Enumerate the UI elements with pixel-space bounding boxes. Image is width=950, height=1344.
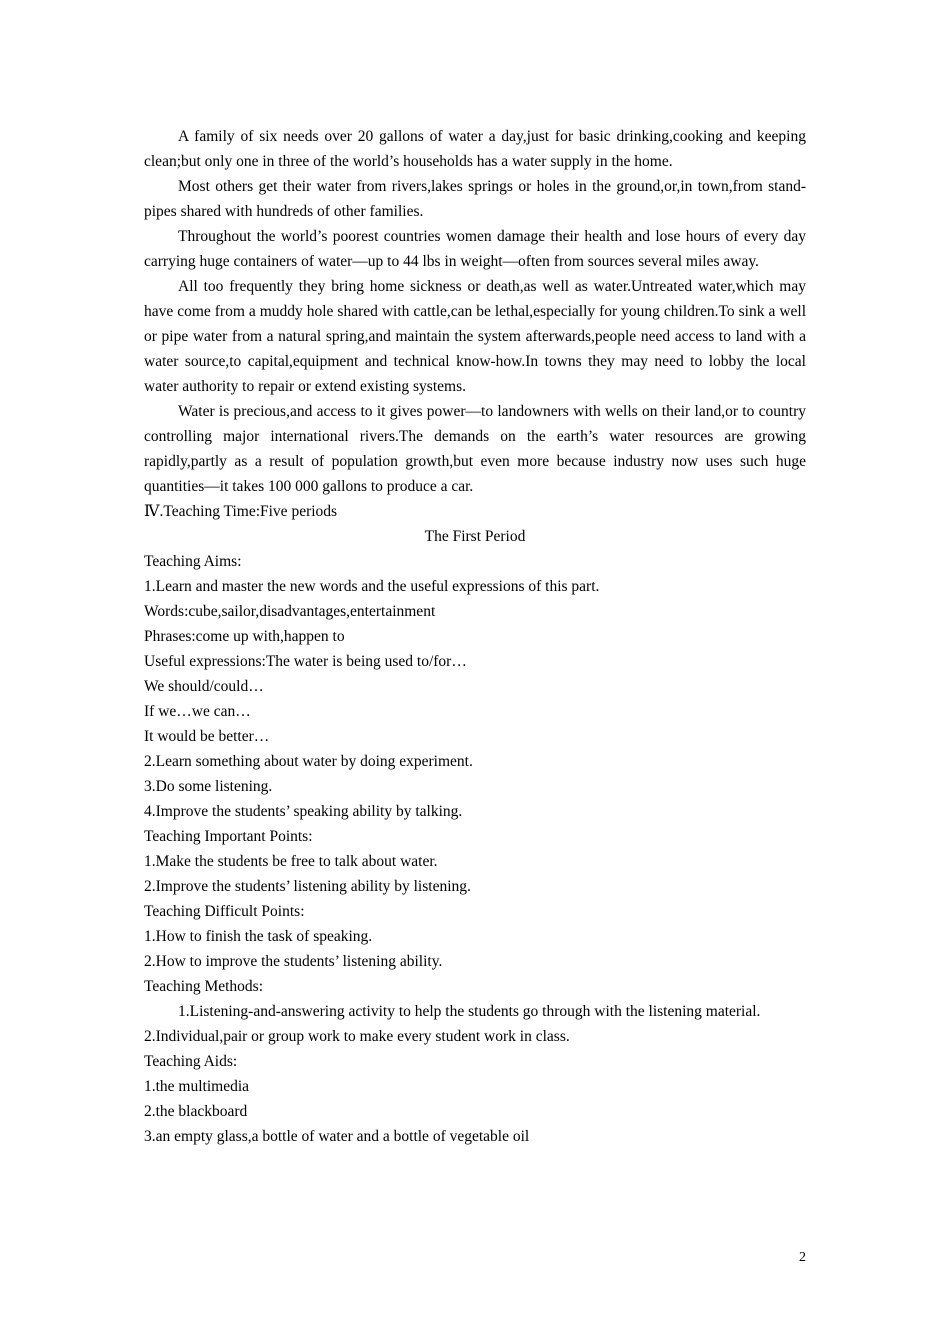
aids-heading: Teaching Aids: — [144, 1053, 238, 1070]
aim-item: It would be better… — [144, 728, 270, 745]
important-point-item: 2.Improve the students’ listening ability by listening. — [144, 878, 471, 895]
aid-item: 2.the blackboard — [144, 1103, 248, 1120]
page-body — [144, 124, 806, 1149]
aim-item: Words:cube,sailor,disadvantages,entertainment — [144, 603, 436, 620]
paragraph-household-water: A family of six needs over 20 gallons of water a day,just for basic drinking,cooking and keeping clean;but only one in three of the world’s households has a water supply in the home. — [144, 128, 806, 170]
difficult-points-heading: Teaching Difficult Points: — [144, 903, 305, 920]
aim-item: Useful expressions:The water is being used to/for… — [144, 653, 467, 670]
paragraph-water-sources: Most others get their water from rivers,lakes springs or holes in the ground,or,in town,from stand-pipes shared with hundreds of other families. — [144, 178, 806, 220]
aid-item: 1.the multimedia — [144, 1078, 250, 1095]
difficult-point-item: 2.How to improve the students’ listening ability. — [144, 953, 443, 970]
aid-item: 3.an empty glass,a bottle of water and a bottle of vegetable oil — [144, 1128, 530, 1145]
difficult-point-item: 1.How to finish the task of speaking. — [144, 928, 373, 945]
page-number: 2 — [799, 1250, 806, 1265]
aim-item: We should/could… — [144, 678, 264, 695]
methods-heading: Teaching Methods: — [144, 978, 264, 995]
paragraph-water-power: Water is precious,and access to it gives power—to landowners with wells on their land,or to country controlling major international rivers.The demands on the earth’s water resources are growing rapidly,partly as a result of population growth,but even more because industry now uses such huge quantities—it takes 100 000 gallons to produce a car. — [144, 403, 806, 495]
aim-item: 1.Learn and master the new words and the useful expressions of this part. — [144, 578, 600, 595]
paragraph-women-carrying: Throughout the world’s poorest countries women damage their health and lose hours of every day carrying huge containers of water—up to 44 lbs in weight—often from sources several miles away. — [144, 228, 806, 270]
period-heading: The First Period — [424, 528, 526, 545]
paragraph-untreated-water: All too frequently they bring home sickness or death,as well as water.Untreated water,which may have come from a muddy hole shared with cattle,can be lethal,especially for young children.To sink a well or pipe water from a natural spring,and maintain the system afterwards,people need access to land with a water source,to capital,equipment and technical know-how.In towns they may need to lobby the local water authority to repair or extend existing systems. — [144, 278, 806, 395]
aim-item: 3.Do some listening. — [144, 778, 273, 795]
aims-heading: Teaching Aims: — [144, 553, 242, 570]
aim-item: 2.Learn something about water by doing experiment. — [144, 753, 473, 770]
teaching-time: Ⅳ.Teaching Time:Five periods — [144, 503, 338, 520]
important-points-heading: Teaching Important Points: — [144, 828, 313, 845]
method-item: 1.Listening-and-answering activity to help the students go through with the listening material. — [178, 1003, 761, 1020]
aim-item: Phrases:come up with,happen to — [144, 628, 345, 645]
important-point-item: 1.Make the students be free to talk about water. — [144, 853, 438, 870]
method-item: 2.Individual,pair or group work to make every student work in class. — [144, 1028, 570, 1045]
aim-item: If we…we can… — [144, 703, 251, 720]
aim-item: 4.Improve the students’ speaking ability by talking. — [144, 803, 463, 820]
